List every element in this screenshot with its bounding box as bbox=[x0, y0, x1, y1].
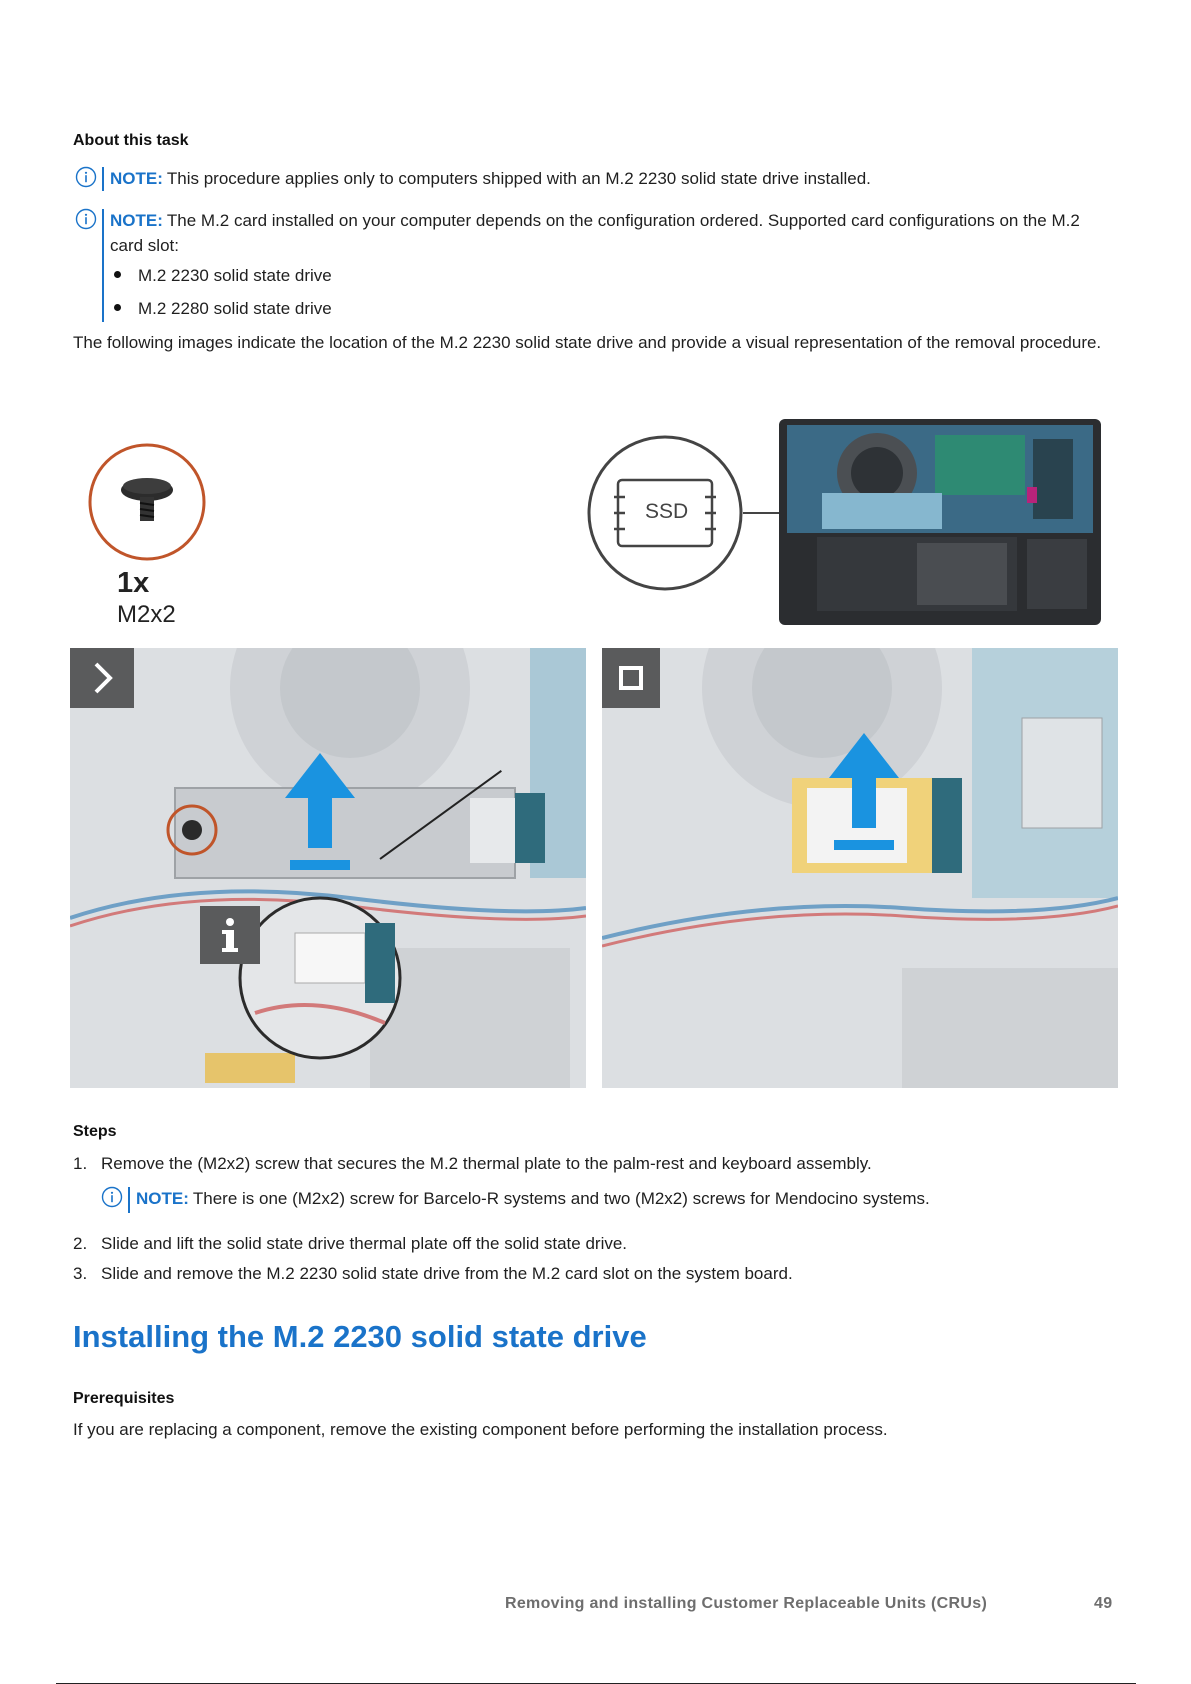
note-text: The M.2 card installed on your computer depends on the configuration ordered. Supported card configurations on the M.2 card slot: bbox=[110, 211, 1080, 255]
screw-type: M2x2 bbox=[117, 601, 176, 628]
laptop-base-overview bbox=[777, 417, 1103, 627]
figure-intro-paragraph: The following images indicate the location of the M.2 2230 solid state drive and provide a visual representation of the removal procedure. bbox=[73, 333, 1102, 352]
step-number: 3. bbox=[73, 1263, 88, 1283]
list-item: M.2 2230 solid state drive bbox=[110, 264, 1115, 289]
info-icon bbox=[101, 1186, 123, 1208]
removal-figure bbox=[70, 412, 1118, 1088]
screw-callout bbox=[87, 442, 207, 562]
info-icon bbox=[200, 906, 260, 964]
list-item bbox=[73, 1153, 1113, 1213]
prerequisites-text: If you are replacing a component, remove the existing component before performing the installation process. bbox=[73, 1420, 888, 1439]
steps-heading: Steps bbox=[73, 1123, 117, 1140]
list-item bbox=[73, 1233, 1113, 1254]
note-shipped-only bbox=[75, 167, 1115, 191]
step-number: 2. bbox=[73, 1233, 88, 1253]
chevron-right-icon bbox=[70, 648, 134, 708]
section-title: Installing the M.2 2230 solid state drive bbox=[73, 1319, 647, 1354]
page-number: 49 bbox=[1094, 1595, 1113, 1612]
info-icon bbox=[75, 166, 97, 188]
steps-list bbox=[73, 1153, 1113, 1293]
ssd-label: SSD bbox=[643, 499, 690, 525]
step-number: 1. bbox=[73, 1154, 88, 1173]
note-card-configurations bbox=[75, 209, 1115, 322]
thermal-plate-removal-photo bbox=[70, 648, 586, 1088]
label-detail-magnifier bbox=[235, 893, 405, 1063]
step-badge bbox=[70, 648, 134, 708]
card-configuration-list bbox=[110, 264, 1115, 321]
note-label: NOTE: bbox=[136, 1189, 189, 1209]
ssd-removal-photo bbox=[602, 648, 1118, 1088]
list-item: M.2 2280 solid state drive bbox=[110, 297, 1115, 322]
about-heading: About this task bbox=[73, 132, 189, 149]
screw-location-marker bbox=[164, 802, 220, 858]
lift-arrow-icon bbox=[280, 748, 360, 878]
info-badge bbox=[200, 906, 260, 964]
note-screw-count bbox=[101, 1187, 1113, 1212]
note-label: NOTE: bbox=[110, 169, 163, 188]
footer-chapter-title: Removing and installing Customer Replaceable Units (CRUs) bbox=[505, 1595, 988, 1612]
screw-count: 1x bbox=[117, 567, 150, 599]
stop-square-icon bbox=[602, 648, 660, 708]
note-text: This procedure applies only to computers shipped with an M.2 2230 solid state drive installed. bbox=[166, 169, 871, 188]
prerequisites-heading: Prerequisites bbox=[73, 1390, 175, 1407]
step-text: Slide and remove the M.2 2230 solid state drive from the M.2 card slot on the system board. bbox=[101, 1263, 793, 1283]
step-badge bbox=[602, 648, 660, 708]
info-icon bbox=[75, 208, 97, 230]
step-text: Slide and lift the solid state drive thermal plate off the solid state drive. bbox=[101, 1233, 628, 1253]
note-text: There is one (M2x2) screw for Barcelo-R systems and two (M2x2) screws for Mendocino systems. bbox=[192, 1189, 930, 1209]
note-label: NOTE: bbox=[110, 211, 163, 230]
list-item bbox=[73, 1263, 1113, 1284]
step-text: Remove the (M2x2) screw that secures the M.2 thermal plate to the palm-rest and keyboard assembly. bbox=[101, 1154, 872, 1173]
lift-arrow-icon bbox=[824, 728, 904, 858]
